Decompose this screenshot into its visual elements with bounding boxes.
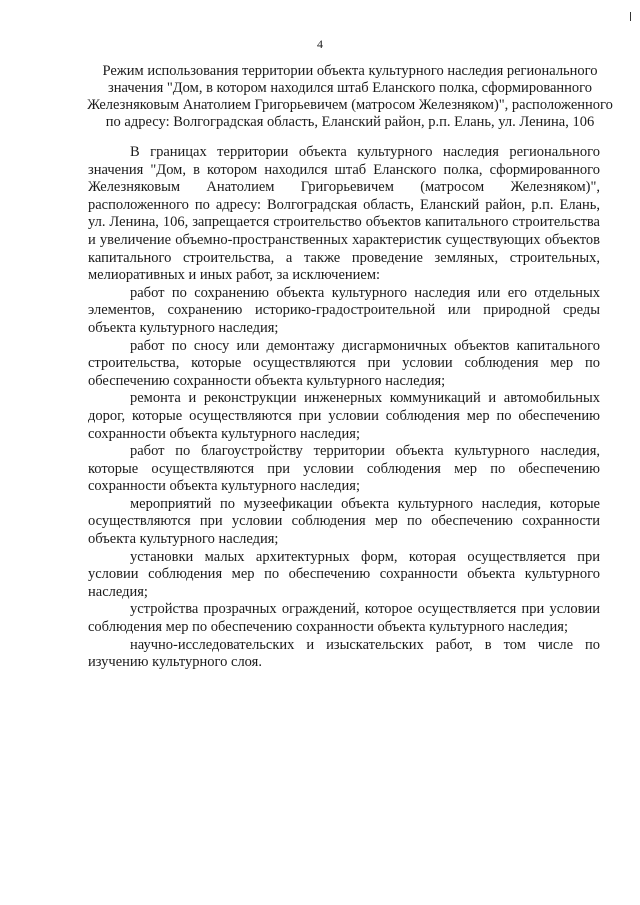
- exception-item-utilities: ремонта и реконструкции инженерных коммуникаций и автомобильных дорог, которые осуществляются при условии соблюдения мер по обеспечению сохранности объекта культурного наследия;: [88, 390, 600, 442]
- scan-edge-mark: [630, 12, 631, 21]
- exception-item-museumification: мероприятий по музеефикации объекта культурного наследия, которые осуществляются при условии соблюдения мер по обеспечению сохранности объекта культурного наследия;: [88, 495, 600, 548]
- exception-item-research: научно-исследовательских и изыскательских работ, в том числе по изучению культурного слоя.: [88, 636, 600, 671]
- exception-item-preservation: работ по сохранению объекта культурного наследия или его отдельных элементов, сохранению историко-градостроительной или природной среды объекта культурного наследия;: [88, 284, 600, 336]
- intro-paragraph: В границах территории объекта культурного наследия регионального значения "Дом, в котором находился штаб Еланского полка, сформированного Железняковым Анатолием Григорьевичем (матросом Железняком)", расположенного по адресу: Волгоградская область, Еланский район, р.п. Елань, ул. Ленина, 106, запрещается строительство объектов капитального строительства и увеличение объемно-пространственных характеристик существующих объектов капитального строительства, а также проведение земляных, строительных, мелиоративных и иных работ, за исключением:: [88, 144, 600, 284]
- document-body: [88, 144, 600, 672]
- document-title: Режим использования территории объекта культурного наследия регионального значения "Дом, в котором находился штаб Еланского полка, сформированного Железняковым Анатолием Григорьевичем (матросом Железняком)", расположенного по адресу: Волгоградская область, Еланский район, р.п. Елань, ул. Ленина, 106: [87, 63, 613, 130]
- exception-item-fences: устройства прозрачных ограждений, которое осуществляется при условии соблюдения мер по обеспечению сохранности объекта культурного наследия;: [88, 601, 600, 636]
- page-number: 4: [317, 37, 323, 51]
- exception-item-landscaping: работ по благоустройству территории объекта культурного наследия, которые осуществляются при условии соблюдения мер по обеспечению сохранности объекта культурного наследия;: [88, 443, 600, 495]
- exception-item-small-forms: установки малых архитектурных форм, которая осуществляется при условии соблюдения мер по обеспечению сохранности объекта культурного наследия;: [88, 548, 600, 600]
- exception-item-demolition: работ по сносу или демонтажу дисгармоничных объектов капитального строительства, которые осуществляются при условии соблюдения мер по обеспечению сохранности объекта культурного наследия;: [88, 337, 600, 389]
